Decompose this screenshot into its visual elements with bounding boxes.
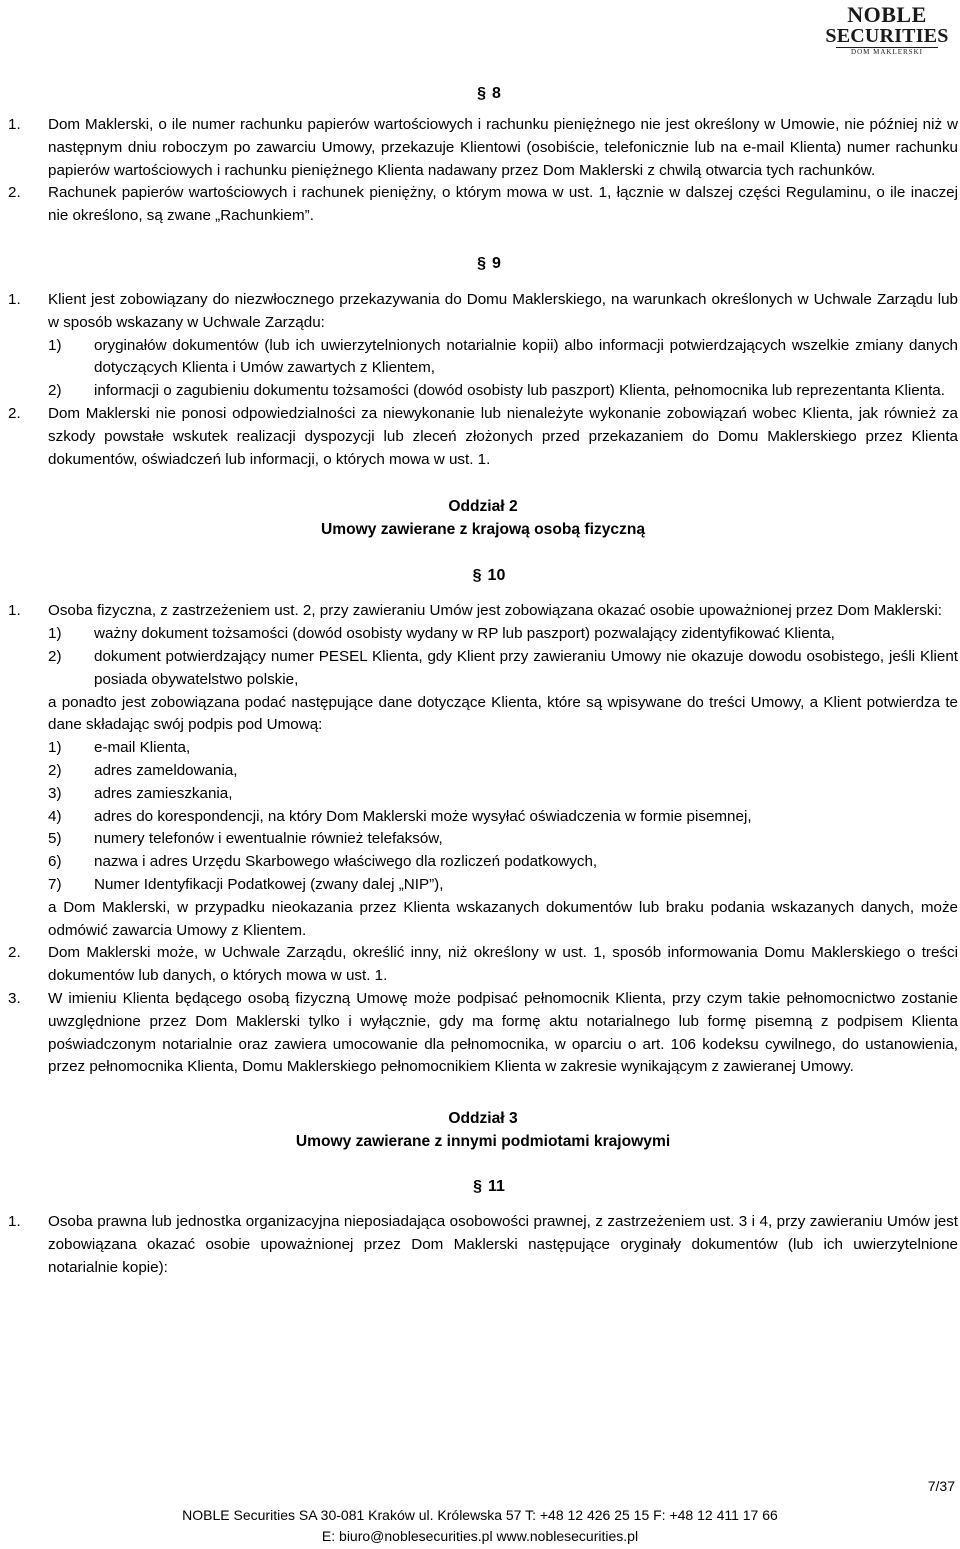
s11-item-1: 1. Osoba prawna lub jednostka organizacyjna nieposiadająca osobowości prawnej, z zastrzeżeniem ust. 3 i 4, przy zawieraniu Umów jest zobowiązana okazać osobie upoważnionej przez Dom Maklerski następujące oryginały dokumentów (lub ich uwierzytelnione notarialnie kopie): [8, 1213, 958, 1276]
s10-data-5: 5) numery telefonów i ewentualnie również telefaksów, [48, 830, 443, 848]
oddzial-2-heading: Oddział 2 Umowy zawierane z krajową osobą fizyczną [320, 498, 646, 539]
s10-doc-1: 1) ważny dokument tożsamości (dowód osobisty wydany w RP lub paszport) pozwalający zidentyfikować Klienta, [48, 625, 835, 643]
section-sign-icon: § [477, 254, 486, 272]
page-number: 7/37 [927, 1478, 955, 1494]
s10-closing-text: a Dom Maklerski, w przypadku nieokazania przez Klienta wskazanych dokumentów lub braku podania wskazanych danych, może odmówić zawarcia Umowy z Klientem. [48, 898, 958, 939]
s10-item-3: 3. W imieniu Klienta będącego osobą fizyczną Umowę może podpisać pełnomocnik Klienta, przy czym takie pełnomocnictwo zostanie uwzględnione przez Dom Maklerski tylko i wyłącznie, gdy ma formę aktu notarialnego lub formę pisemną z podpisem Klienta poświadczonym notarialnie oraz zawiera umocowanie dla pełnomocnika, w oparciu o art. 106 kodeksu cywilnego, do ustanowienia, przez pełnomocnika Klienta, Domu Maklerskiego pełnomocnikiem Klienta w zakresie wynikającym z zawieranej Umowy. [8, 989, 958, 1076]
s10-data-2: 2) adres zameldowania, [48, 761, 238, 779]
s10-item-1: 1. Osoba fizyczna, z zastrzeżeniem ust. 2, przy zawieraniu Umów jest zobowiązana okazać osobie upoważnionej przez Dom Maklerski: [8, 602, 942, 620]
document-body [8, 0, 958, 1279]
logo-line-3: DOM MAKLERSKI [836, 47, 938, 57]
s10-item-2: 2. Dom Maklerski może, w Uchwale Zarządu, określić inny, niż określony w ust. 1, sposób informowania Domu Maklerskiego o treści dokumentów lub danych, o których mowa w ust. 1. [8, 944, 958, 985]
s9-item-2: 2. Dom Maklerski nie ponosi odpowiedzialności za niewykonanie lub nienależyte wykonanie zobowiązań wobec Klienta, jak również za szkody powstałe wskutek realizacji dyspozycji lub zleceń złożonych przed przekazaniem do Domu Maklerskiego przez Klienta dokumentów, oświadczeń lub informacji, o których mowa w ust. 1. [8, 404, 958, 468]
section-sign-icon: § [472, 567, 482, 585]
section-sign-icon: § [477, 85, 486, 102]
section-8-heading: § 8 [477, 85, 501, 102]
s8-item-1: 1. Dom Maklerski, o ile numer rachunku papierów wartościowych i rachunku pieniężnego nie jest określony w Umowie, nie później niż w następnym dniu roboczym po zawarciu Umowy, przekazuje Klientowi (osobiście, telefonicznie lub na e-mail Klienta) numer rachunku papierów wartościowych i rachunku pieniężnego Klienta nadawany przez Dom Maklerski z chwilą otwarcia tych rachunków. [8, 116, 958, 179]
footer-contact: E: biuro@noblesecurities.pl www.noblesecurities.pl [321, 1528, 639, 1544]
s10-doc-2: 2) dokument potwierdzający numer PESEL Klienta, gdy Klient przy zawieraniu Umowy nie okazuje dowodu osobistego, jeśli Klient posiada obywatelstwo polskie, [48, 647, 958, 688]
footer-address: NOBLE Securities SA 30-081 Kraków ul. Królewska 57 T: +48 12 426 25 15 F: +48 12 411 17 66 [182, 1507, 778, 1523]
logo-line-2: SECURITIES [825, 25, 949, 47]
s9-item-1: 1. Klient jest zobowiązany do niezwłocznego przekazywania do Domu Maklerskiego, na warunkach określonych w Uchwale Zarządu lub w sposób wskazany w Uchwale Zarządu: [8, 290, 958, 331]
logo-line-1: NOBLE [847, 2, 927, 27]
section-10-heading: § 10 [472, 567, 506, 585]
s9-sub-2: 2) informacji o zagubieniu dokumentu tożsamości (dowód osobisty lub paszport) Klienta, pełnomocnika lub reprezentanta Klienta. [48, 382, 945, 400]
s10-data-7: 7) Numer Identyfikacji Podatkowej (zwany dalej „NIP”), [48, 875, 444, 893]
section-11-heading: § 11 [473, 1178, 505, 1196]
s10-data-3: 3) adres zamieszkania, [48, 784, 233, 802]
s10-data-4: 4) adres do korespondencji, na który Dom Maklerski może wysyłać oświadczenia w formie pisemnej, [48, 807, 752, 825]
oddzial-3-heading: Oddział 3 Umowy zawierane z innymi podmiotami krajowymi [295, 1110, 671, 1151]
s8-item-2: 2. Rachunek papierów wartościowych i rachunek pieniężny, o którym mowa w ust. 1, łącznie w dalszej części Regulaminu, o ile inaczej nie określono, są zwane „Rachunkiem”. [8, 184, 958, 225]
section-sign-icon: § [473, 1178, 482, 1196]
s9-sub-1: 1) oryginałów dokumentów (lub ich uwierzytelnionych notarialnie kopii) albo informacji potwierdzających wszelkie zmiany danych dotyczących Klienta i Umów zawartych z Klientem, [48, 336, 958, 377]
s10-middle-text: a ponadto jest zobowiązana podać następujące dane dotyczące Klienta, które są wpisywane do treści Umowy, a Klient potwierdza te dane składając swój podpis pod Umową: [48, 693, 958, 734]
section-9-heading: § 9 [477, 254, 501, 272]
s10-data-6: 6) nazwa i adres Urzędu Skarbowego właściwego dla rozliczeń podatkowych, [48, 853, 598, 871]
s10-data-1: 1) e-mail Klienta, [48, 739, 191, 757]
